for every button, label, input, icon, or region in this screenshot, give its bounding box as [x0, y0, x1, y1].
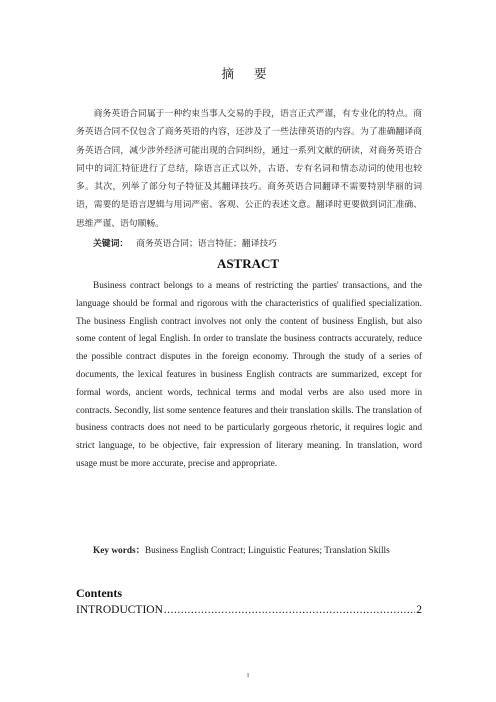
english-keywords-label: Key words：	[93, 546, 145, 556]
english-abstract-title: ASTRACT	[216, 256, 280, 271]
contents-heading: Contents	[76, 586, 123, 600]
toc-entry-page: 2	[416, 604, 422, 616]
english-keywords	[93, 542, 433, 556]
chinese-abstract-title: 摘 要	[221, 66, 275, 81]
english-keywords-text: Business English Contract; Linguistic Features; Translation Skills	[144, 546, 390, 556]
toc-entry-title: INTRODUCTION	[76, 604, 163, 616]
chinese-keywords-text: 商务英语合同；语言特征；翻译技巧	[136, 239, 277, 249]
toc-dot-leader	[164, 604, 415, 616]
chinese-abstract-body: 商务英语合同属于一种约束当事人交易的手段，语言正式严谨，有专业化的特点。商务英语合同不仅包含了商务英语的内容，还涉及了一些法律英语的内容。为了准确翻译商务英语合同，减少涉外经济可能出现的合同纠纷，通过一系列文献的研读，对商务英语合同中的词汇特征进行了总结，除语言正式以外，古语、专有名词和情态动词的使用也较多。其次，列举了部分句子特征及其翻译技巧。商务英语合同翻译不需要特别华丽的词语，需要的是语言逻辑与用词严密、客观、公正的表述文意。翻译时更要做到词汇准确、思维严谨、语句顺畅。	[76, 109, 422, 229]
page-number: 1	[246, 672, 250, 679]
toc-entry[interactable]	[76, 604, 422, 616]
chinese-keywords-label: 关键词：	[93, 239, 129, 249]
chinese-keywords	[93, 236, 423, 249]
english-abstract-body: Business contract belongs to a means of restricting the parties' transactions, and the language should be formal and rigorous with the characteristics of qualified specialization. The business English contract involves not only the content of business English, but also some content of legal English. In order to translate the business contracts accurately, reduce the possible contract disputes in the foreign economy. Through the study of a series of documents, the lexical features in business English contracts are summarized, except for formal words, ancient words, technical terms and modal verbs are also used more in contracts. Secondly, list some sentence features and their translation skills. The translation of business contracts does not need to be particularly gorgeous rhetoric, it requires logic and strict language, to be objective, fair expression of literary meaning. In translation, word usage must be more accurate, precise and appropriate.	[76, 281, 422, 469]
